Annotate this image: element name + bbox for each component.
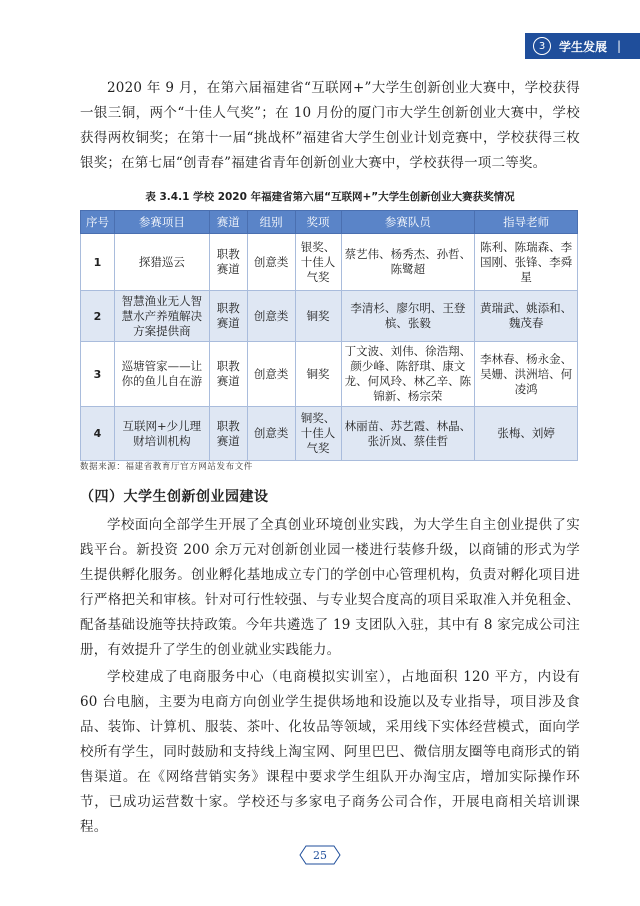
cell-group: 创意类	[247, 407, 295, 461]
paragraph-ecommerce-center: 学校建成了电商服务中心（电商模拟实训室），占地面积 120 平方，内设有 60 台电脑，主要为电商方向创业学生提供场地和设施以及专业指导，项目涉及食品、装饰、计算机、服装、茶叶、化妆品等领域，采用线下实体经营模式，面向学校所有学生，同时鼓励和支持线上淘宝网、阿里巴巴、微信朋友圈等电商形式的销售渠道。在《网络营销实务》课程中要求学生组队开办淘宝店，增加实际操作环节，已成功运营数十家。学校还与多家电子商务公司合作，开展电商相关培训课程。	[80, 669, 580, 835]
cell-track: 职教赛道	[209, 291, 247, 342]
cell-group: 创意类	[247, 291, 295, 342]
cell-group: 创意类	[247, 234, 295, 291]
cell-award: 银奖、十佳人气奖	[295, 234, 341, 291]
cell-index: 4	[81, 407, 115, 461]
cell-members: 林丽苗、苏艺霞、林晶、张沂岚、蔡佳哲	[341, 407, 475, 461]
cell-project: 巡塘管家——让你的鱼儿自在游	[114, 342, 209, 407]
section-heading: （四）大学生创新创业园建设	[80, 489, 269, 505]
cell-advisors: 黄瑞武、姚添和、魏茂春	[475, 291, 578, 342]
header-project: 参赛项目	[114, 211, 209, 234]
cell-award: 铜奖	[295, 291, 341, 342]
cell-award: 铜奖、十佳人气奖	[295, 407, 341, 461]
cell-index: 2	[81, 291, 115, 342]
cell-advisors: 李林春、杨永金、吴姗、洪洲培、何凌鸿	[475, 342, 578, 407]
cell-track: 职教赛道	[209, 234, 247, 291]
cell-index: 3	[81, 342, 115, 407]
table-row	[81, 234, 578, 291]
header-members: 参赛队员	[341, 211, 475, 234]
cell-award: 铜奖	[295, 342, 341, 407]
header-index: 序号	[81, 211, 115, 234]
cell-index: 1	[81, 234, 115, 291]
cell-project: 智慧渔业无人智慧水产养殖解决方案提供商	[114, 291, 209, 342]
table-row	[81, 407, 578, 461]
cell-advisors: 陈利、陈瑞森、李国刚、张锋、李舜星	[475, 234, 578, 291]
header-separator: |	[617, 39, 622, 53]
cell-members: 李清杉、廖尔明、王登槟、张毅	[341, 291, 475, 342]
cell-members: 蔡艺伟、杨秀杰、孙哲、陈鹭超	[341, 234, 475, 291]
table-title: 表 3.4.1 学校 2020 年福建省第六届“互联网+”大学生创新创业大赛获奖情况	[145, 191, 515, 203]
cell-members: 丁文波、刘伟、徐浩翔、颜少峰、陈舒琪、康文龙、何风玲、林乙辛、陈锦新、杨宗荣	[341, 342, 475, 407]
cell-track: 职教赛道	[209, 342, 247, 407]
cell-track: 职教赛道	[209, 407, 247, 461]
cell-project: 互联网+少儿理财培训机构	[114, 407, 209, 461]
chapter-section-title: 学生发展	[559, 39, 608, 54]
cell-project: 探猎巡云	[114, 234, 209, 291]
header-award: 奖项	[295, 211, 341, 234]
page-number-badge	[298, 845, 342, 865]
paragraph-awards: 2020 年 9 月，在第六届福建省“互联网+”大学生创新创业大赛中，学校获得一银三铜，两个“十佳人气奖”；在 10 月份的厦门市大学生创新创业大赛中，学校获得两枚铜奖；在第十一届“挑战杯”福建省大学生创业计划竞赛中，学校获得三枚银奖；在第七届“创青春”福建省青年创新创业大赛中，学校获得一项二等奖。	[80, 80, 580, 171]
cell-group: 创意类	[247, 342, 295, 407]
cell-advisors: 张梅、刘婷	[475, 407, 578, 461]
table-row	[81, 342, 578, 407]
header-group: 组别	[247, 211, 295, 234]
paragraph-incubator: 学校面向全部学生开展了全真创业环境创业实践，为大学生自主创业提供了实践平台。新投资 200 余万元对创新创业园一楼进行装修升级，以商铺的形式为学生提供孵化服务。创业孵化基地成立专门的学创中心管理机构，负责对孵化项目进行严格把关和审核。针对可行性较强、与专业契合度高的项目采取准入并免租金、配备基础设施等扶持政策。今年共遴选了 19 支团队入驻，其中有 8 家完成公司注册，有效提升了学生的创业就业实践能力。	[80, 517, 580, 658]
awards-table	[80, 210, 578, 461]
page-number: 25	[313, 848, 327, 862]
table-header-row	[81, 211, 578, 234]
header-track: 赛道	[209, 211, 247, 234]
table-row	[81, 291, 578, 342]
header-advisors: 指导老师	[475, 211, 578, 234]
chapter-number-badge: 3	[533, 37, 551, 55]
chapter-header-tab	[525, 33, 640, 59]
table-source-note: 数据来源：福建省教育厅官方网站发布文件	[80, 462, 253, 472]
